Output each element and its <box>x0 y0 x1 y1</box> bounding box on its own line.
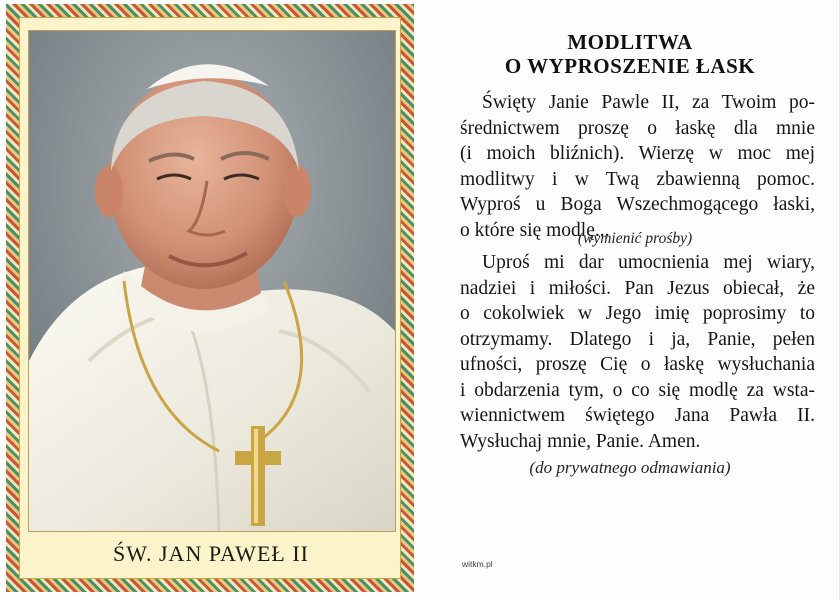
title-line-1: MODLITWA <box>567 30 693 54</box>
prayer-line: o cokolwiek w Jego imię poprosimy to <box>460 303 815 324</box>
requests-note: (wymienić prośby) <box>577 230 693 247</box>
private-use-note: (do prywatnego odmawiania) <box>529 458 731 477</box>
prayer-line: Wyproś u Boga Wszechmogącego łaski, <box>460 194 815 215</box>
holy-card-back <box>420 0 840 600</box>
prayer-line: wiennictwem świętego Jana Pawła II. <box>460 405 815 426</box>
saint-name-caption: ŚW. JAN PAWEŁ II <box>113 541 309 566</box>
publisher-footer: witkm.pl <box>462 559 493 569</box>
title-line-2: O WYPROSZENIE ŁASK <box>504 54 756 78</box>
prayer-line: ufności, proszę Cię o łaskę wysłuchania <box>460 354 815 375</box>
prayer-line: otrzymamy. Dlatego i ja, Panie, pełen <box>460 328 815 350</box>
prayer-line: (i moich bliźnich). Wierzę w moc mej <box>460 143 815 164</box>
holy-card-front <box>6 4 414 592</box>
prayer-line: modlitwy i w Twą zbawienną pomoc. <box>460 168 815 190</box>
prayer-line: Święty Janie Pawle II, za Twoim po- <box>482 92 815 113</box>
portrait-illustration <box>29 31 395 531</box>
portrait-image <box>28 30 396 532</box>
prayer-line: o które się modlę... <box>460 219 610 241</box>
prayer-title <box>420 30 840 78</box>
prayer-line: średnictwem proszę o łaskę dla mnie <box>460 117 815 139</box>
prayer-paragraph-1 <box>460 90 815 243</box>
prayer-paragraph-2 <box>460 250 815 454</box>
prayer-line: i obdarzenia tym, o co się modlę za wsta- <box>460 379 815 401</box>
prayer-line: nadziei i miłości. Pan Jezus obiecał, że <box>460 277 815 299</box>
prayer-line: Wysłuchaj mnie, Panie. Amen. <box>460 430 701 452</box>
prayer-line: Uproś mi dar umocnienia mej wiary, <box>482 252 815 273</box>
